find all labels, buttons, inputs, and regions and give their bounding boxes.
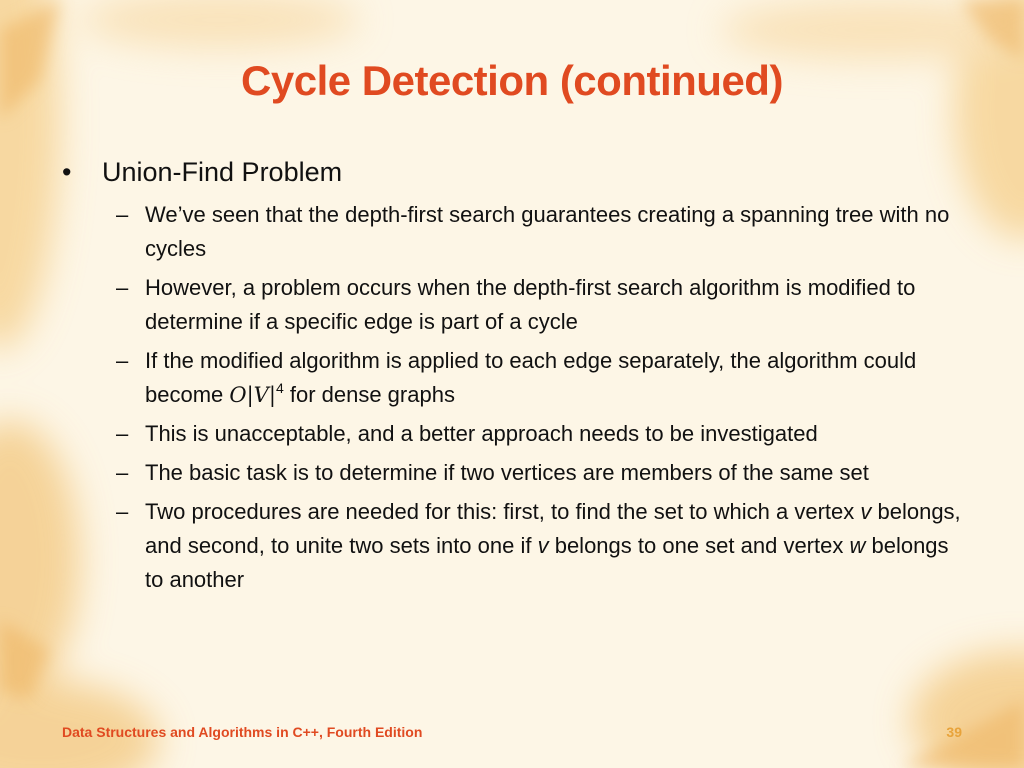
vertex-variable: w: [849, 533, 866, 558]
sub-bullet-text-part: for dense graphs: [283, 382, 455, 407]
sub-bullet-item: [116, 344, 970, 412]
sub-bullet-item: [116, 417, 970, 451]
sub-bullet-text-part: belongs, and second, to unite two sets into one if: [145, 499, 961, 558]
footer-text: Data Structures and Algorithms in C++, Fourth Edition: [62, 724, 423, 740]
sub-bullet-text: [145, 348, 916, 407]
bullet-text: Union-Find Problem: [102, 157, 343, 187]
sub-bullet-text: However, a problem occurs when the depth-first search algorithm is modified to determine if a specific edge is part of a cycle: [145, 275, 916, 334]
sub-bullet-text-part: belongs to another: [145, 533, 949, 592]
sub-bullet-item: [116, 495, 970, 597]
complexity-expression: O|V|: [229, 383, 276, 407]
page-number: 39: [946, 724, 962, 740]
dash-marker: –: [116, 460, 129, 485]
dash-marker: –: [116, 499, 129, 524]
sub-bullet-text-part: If the modified algorithm is applied to each edge separately, the algorithm could become: [145, 348, 917, 407]
bullet-list: [60, 152, 970, 602]
dash-marker: –: [116, 348, 129, 373]
dash-marker: –: [116, 421, 129, 446]
sub-bullet-text: This is unacceptable, and a better approach needs to be investigated: [145, 421, 818, 446]
sub-bullet-item: [116, 198, 970, 266]
sub-bullet-item: [116, 456, 970, 490]
sub-bullet-text-part: belongs to one set and vertex: [548, 533, 850, 558]
bullet-item: [60, 152, 970, 192]
dash-marker: –: [116, 275, 129, 300]
sub-bullet-list: [60, 198, 970, 597]
dash-marker: –: [116, 202, 129, 227]
sub-bullet-text: We’ve seen that the depth-first search guarantees creating a spanning tree with no cycles: [145, 202, 950, 261]
sub-bullet-text-part: Two procedures are needed for this: first, to find the set to which a vertex: [145, 499, 861, 524]
complexity-exponent: 4: [275, 380, 284, 396]
vertex-variable: v: [860, 499, 872, 524]
bullet-marker: •: [62, 157, 72, 187]
slide-title: Cycle Detection (continued): [241, 57, 783, 104]
sub-bullet-text: The basic task is to determine if two vertices are members of the same set: [145, 460, 869, 485]
sub-bullet-text: [145, 499, 961, 592]
vertex-variable: v: [537, 533, 549, 558]
sub-bullet-item: [116, 271, 970, 339]
